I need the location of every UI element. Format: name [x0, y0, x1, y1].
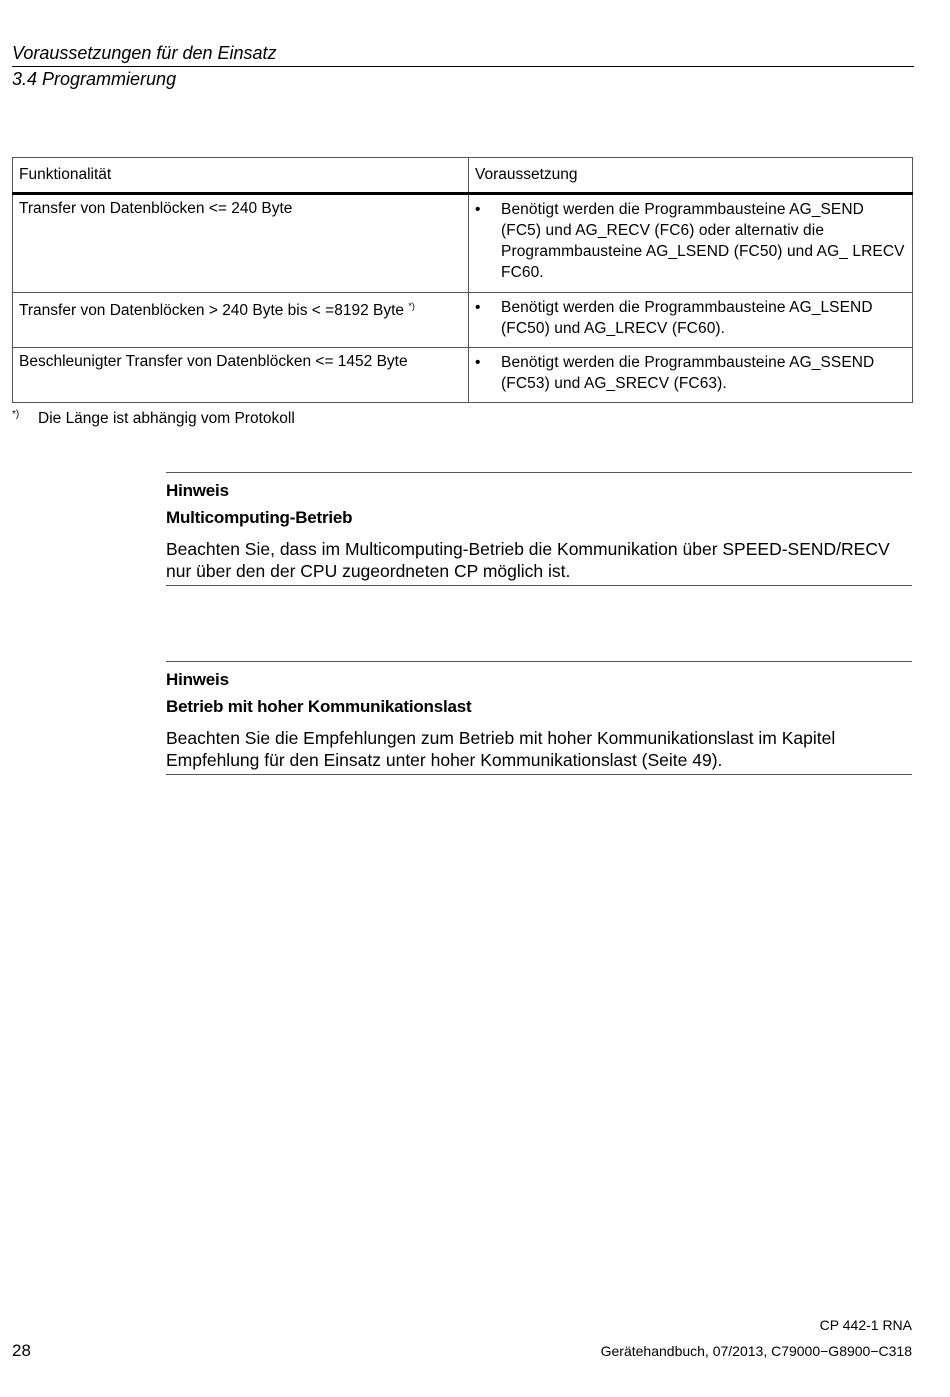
requirement-cell: [469, 348, 913, 403]
table-footnote: [12, 408, 295, 429]
function-cell: [13, 194, 469, 293]
note-title: Betrieb mit hoher Kommunikationslast: [166, 697, 472, 716]
table-row: [13, 293, 913, 348]
requirements-table: [12, 157, 913, 403]
note-label: Hinweis: [166, 481, 229, 500]
note-body: Beachten Sie die Empfehlungen zum Betrieb mit hoher Kommunikationslast im Kapitel Empfehlung für den Einsatz unter hoher Kommunikationslast (Seite 49).: [166, 728, 836, 770]
header-rule: [12, 66, 914, 67]
note-label: Hinweis: [166, 670, 229, 689]
note-title: Multicomputing-Betrieb: [166, 508, 353, 527]
note-bottom-rule: [166, 585, 912, 586]
bullet-icon: •: [475, 201, 481, 218]
function-text: Transfer von Datenblöcken > 240 Byte bis < =8192 Byte: [19, 302, 405, 320]
function-text: Transfer von Datenblöcken <= 240 Byte: [19, 200, 293, 217]
requirement-text: Benötigt werden die Programmbausteine AG_SEND (FC5) und AG_RECV (FC6) oder alternativ die Programmbausteine AG_LSEND (FC50) und AG_ LRECV FC60.: [501, 201, 905, 281]
function-cell: [13, 348, 469, 403]
footnote-mark: *): [12, 409, 20, 420]
column-header-function: Funktionalität: [13, 158, 469, 194]
requirement-text: Benötigt werden die Programmbausteine AG_LSEND (FC50) und AG_LRECV (FC60).: [501, 299, 873, 337]
column-header-requirement: Voraussetzung: [469, 158, 913, 194]
footer-product: CP 442-1 RNA: [819, 1317, 912, 1333]
bullet-icon: •: [475, 354, 481, 371]
section-title: 3.4 Programmierung: [12, 69, 177, 89]
table-header-row: [13, 158, 913, 194]
note-box-multicomputing: [166, 472, 912, 586]
requirement-cell: [469, 194, 913, 293]
note-box-communication-load: [166, 661, 912, 775]
footnote-reference: *): [408, 301, 415, 311]
table-row: [13, 348, 913, 403]
page-number: 28: [12, 1341, 31, 1360]
footer-manual-info: Gerätehandbuch, 07/2013, C79000−G8900−C318: [600, 1343, 912, 1359]
bullet-icon: •: [475, 299, 481, 316]
table-row: [13, 194, 913, 293]
chapter-title: Voraussetzungen für den Einsatz: [12, 43, 277, 63]
note-body: Beachten Sie, dass im Multicomputing-Betrieb die Kommunikation über SPEED-SEND/RECV nur über den der CPU zugeordneten CP möglich ist.: [166, 539, 890, 581]
note-top-rule: [166, 472, 912, 473]
function-cell: [13, 293, 469, 348]
requirement-cell: [469, 293, 913, 348]
note-bottom-rule: [166, 774, 912, 775]
requirement-text: Benötigt werden die Programmbausteine AG_SSEND (FC53) und AG_SRECV (FC63).: [501, 354, 875, 392]
page-header: [12, 42, 914, 90]
footnote-text: Die Länge ist abhängig vom Protokoll: [38, 410, 295, 427]
function-text: Beschleunigter Transfer von Datenblöcken <= 1452 Byte: [19, 353, 408, 370]
note-top-rule: [166, 661, 912, 662]
